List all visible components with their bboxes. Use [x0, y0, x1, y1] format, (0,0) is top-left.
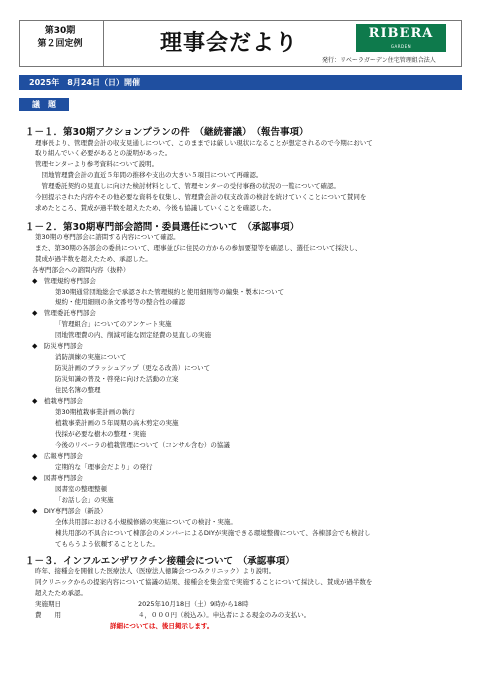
publisher-label: 発行：リベーラガーデン住宅管理組合法人 [322, 57, 436, 64]
issue-number: 第30期 [44, 26, 76, 36]
s2-line: また、第30期の各部会の委員について、理事並びに住民の方からの参加要望等を確認し、選任について採決し、 [35, 244, 362, 252]
committee-subitem: 第30期通常団地総会で承認された管理規約と使用細則等の編集・製本について [55, 288, 285, 296]
agenda-tag: 議 題 [19, 98, 69, 111]
s3-line: 昨年、接種会を開催した医療法人（医療法人徳隣会つつみクリニック）より説明。 [35, 567, 276, 575]
s2-line: 各専門部会への諮問内容（抜粋） [32, 266, 130, 274]
committee-item: ◆ DIY専門部会（新設） [32, 507, 107, 515]
edition-label: 第２回定例 [37, 39, 83, 49]
event-fee-label: 費 用 [35, 611, 61, 619]
event-date-value: 2025年10月18日（土）9時から18時 [138, 600, 249, 608]
committee-subitem: 住民名簿の整理 [55, 386, 101, 394]
ribera-logo [356, 24, 446, 52]
committee-subitem: 消防訓練の実施について [55, 353, 127, 361]
details-notice: 詳細については、後日掲示します。 [110, 622, 214, 630]
committee-subitem: 棟共用部の不具合について棟部会のメンバーによるDIYが実施できる環境整備について、各棟部会でも検討し [55, 529, 371, 537]
s1-line: 管理委託契約の見直しに向けた検討材料として、管理センターの受付事務の状況の一覧について確認。 [35, 182, 340, 190]
committee-subitem: 全体共用部における小規模修繕の実施についての検討・実施。 [55, 518, 237, 526]
committee-subitem: 「お話し会」の実施 [55, 496, 114, 504]
header-divider [103, 20, 104, 67]
committee-subitem: 図書室の整理整頓 [55, 485, 107, 493]
logo-subtext: GARDEN [390, 44, 412, 49]
event-fee-value: ４，０００円（税込み）。申込者による現金のみの支払い。 [138, 611, 311, 619]
section-heading-3: １－３．インフルエンザワクチン接種会について （承認事項） [25, 556, 295, 567]
committee-name: DIY専門部会（新設） [43, 507, 107, 515]
committee-item: ◆ 管理規約専門部会 [32, 277, 96, 285]
s3-line: 同クリニックからの提案内容について協議の結果、接種会を集会室で実施することについて採決し、賛成が過半数を [35, 578, 373, 586]
committee-name: 植栽専門部会 [43, 397, 83, 405]
committee-name: 管理規約専門部会 [43, 277, 96, 285]
committee-item: ◆ 図書専門部会 [32, 474, 83, 482]
section-heading-2: １－２．第30期専門部会諮問・委員選任について （承認事項） [25, 222, 300, 233]
s1-line: 求めたところ、賛成が過半数を超えたため、今後も協議していくことを確認した。 [35, 204, 276, 212]
committee-item: ◆ 植栽専門部会 [32, 397, 83, 405]
committee-item: ◆ 広報専門部会 [32, 452, 83, 460]
s1-line: 団地管理費会計の直近５年間の推移や支出の大きい５項目について再確認。 [35, 171, 263, 179]
event-date-label: 実施期日 [35, 600, 61, 608]
s1-line: 管理センターより参考資料について説明。 [35, 160, 159, 168]
committee-name: 防災専門部会 [43, 342, 83, 350]
committee-subitem: てもらうよう依頼することとした。 [55, 540, 159, 548]
s1-line: 今回提示された内容やその他必要な資料を収集し、管理費会計の収支改善の検討を続けていくことについて賛同を [35, 193, 367, 201]
committee-name: 管理委託専門部会 [43, 309, 96, 317]
committee-subitem: 団地管理費の内、削減可能な固定経費の見直しの実施 [55, 331, 211, 339]
committee-subitem: 伐採が必要な樹木の整理・実施 [55, 430, 146, 438]
committee-subitem: 規約・使用細則の条文番号等の整合性の確認 [55, 298, 185, 306]
committee-item: ◆ 防災専門部会 [32, 342, 83, 350]
logo-text: RIBERA [368, 26, 434, 41]
s1-line: 理事長より、管理費会計の収支見通しについて、このままでは厳しい現状になることが想定されるので今期において [35, 139, 373, 147]
committee-subitem: 「管理組合」についてのアンケート実施 [55, 320, 172, 328]
committee-name: 広報専門部会 [43, 452, 83, 460]
page-title: 理事会だより [160, 31, 299, 56]
committee-subitem: 防災知識の普及・啓発に向けた活動の立案 [55, 375, 179, 383]
s3-line: 超えたため承認。 [35, 589, 87, 597]
s2-line: 賛成が過半数を超えたため、承認した。 [35, 255, 152, 263]
committee-name: 図書専門部会 [43, 474, 83, 482]
committee-subitem: 第30期植栽事業計画の執行 [55, 408, 135, 416]
committee-subitem: 防災計画のブラッシュアップ（更なる改善）について [55, 364, 211, 372]
committee-subitem: 定期的な「理事会だより」の発行 [55, 463, 153, 471]
s1-line: 取り組んでいく必要があるとの説明があった。 [35, 149, 172, 157]
committee-subitem: 植栽事業計画の５年周期の高木剪定の実施 [55, 419, 179, 427]
committee-item: ◆ 管理委託専門部会 [32, 309, 96, 317]
issue-label [24, 25, 96, 51]
s2-line: 第30期の専門部会に諮問する内容について確認。 [35, 233, 180, 241]
meeting-date-band: 2025年 8月24日（日）開催 [19, 75, 462, 90]
committee-subitem: 今後のリベーラの植栽管理について（コンサル含む）の協議 [55, 441, 230, 449]
section-heading-1: １－１．第30期アクションプランの件 （継続審議） （報告事項） [25, 127, 309, 138]
